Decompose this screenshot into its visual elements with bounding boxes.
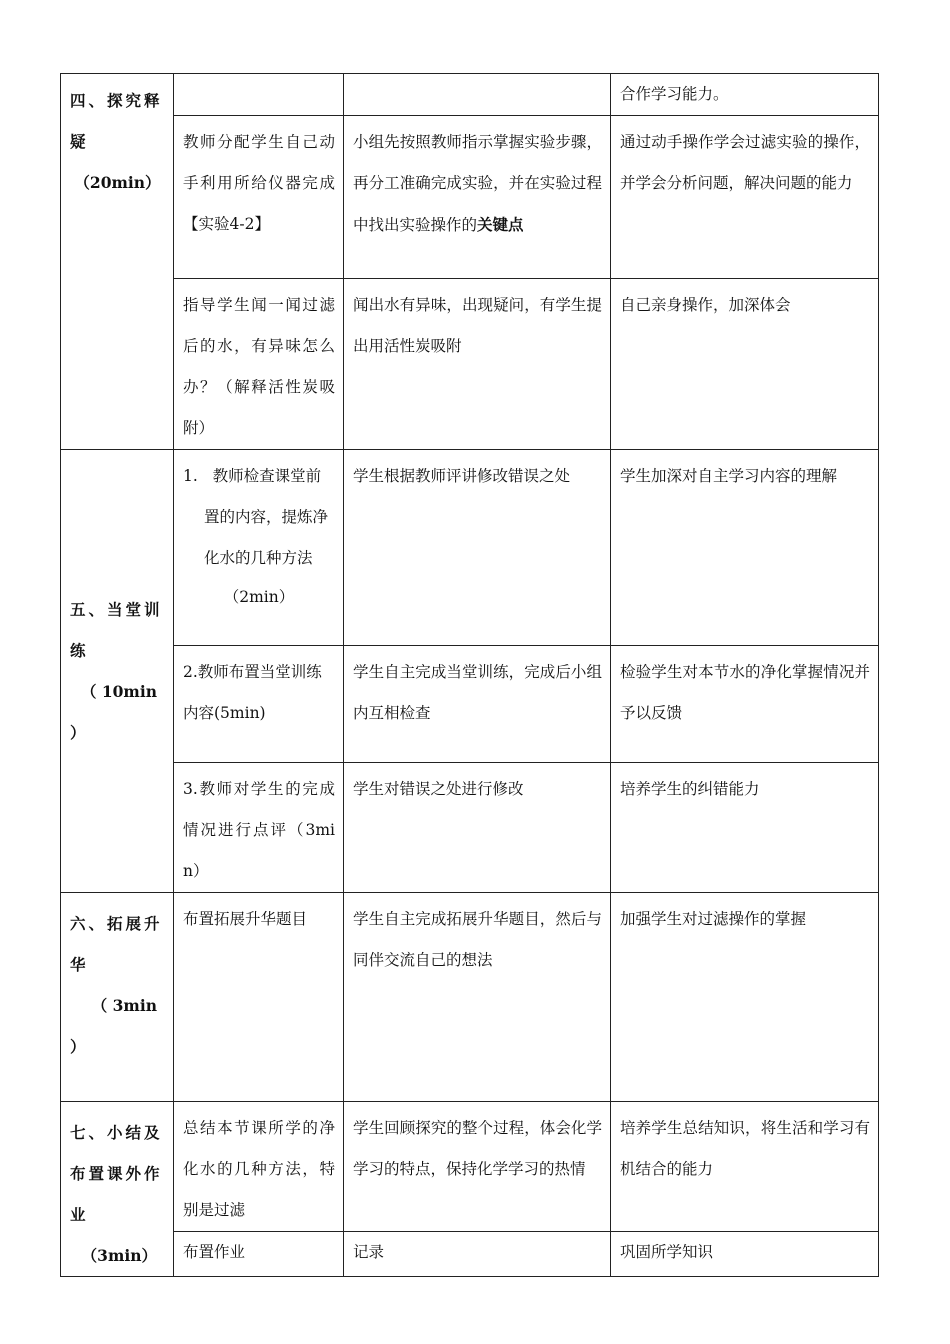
design-intent-cell: 学生加深对自主学习内容的理解: [611, 450, 879, 646]
design-intent-cell: 培养学生总结知识，将生活和学习有机结合的能力: [611, 1102, 879, 1232]
table-row: [61, 116, 879, 279]
design-intent-cell: 通过动手操作学会过滤实验的操作，并学会分析问题，解决问题的能力: [611, 116, 879, 279]
student-activity-cell: [344, 74, 611, 116]
table-row: [61, 450, 879, 646]
teacher-activity-cell: 指导学生闻一闻过滤后的水，有异味怎么办？（解释活性炭吸附）: [174, 279, 344, 450]
student-activity-cell: 学生自主完成当堂训练，完成后小组内互相检查: [344, 646, 611, 763]
teacher-activity-cell: 总结本节课所学的净化水的几种方法，特别是过滤: [174, 1102, 344, 1232]
student-activity-cell: 学生回顾探究的整个过程，体会化学学习的特点，保持化学学习的热情: [344, 1102, 611, 1232]
table-row: [61, 646, 879, 763]
teacher-activity-cell: 3.教师对学生的完成情况进行点评（3min）: [174, 763, 344, 893]
design-intent-cell: 合作学习能力。: [611, 74, 879, 116]
stage-cell: [61, 1102, 174, 1277]
teacher-activity-cell: [174, 450, 344, 646]
teacher-activity-cell: [174, 74, 344, 116]
design-intent-cell: 加强学生对过滤操作的掌握: [611, 893, 879, 1102]
teacher-activity-time: （2min）: [223, 588, 295, 606]
teacher-activity-cell: 教师分配学生自己动手利用所给仪器完成【实验4-2】: [174, 116, 344, 279]
table-row: [61, 74, 879, 116]
key-point-text: 关键点: [477, 215, 524, 234]
design-intent-cell: 检验学生对本节水的净化掌握情况并予以反馈: [611, 646, 879, 763]
student-activity-cell: 学生根据教师评讲修改错误之处: [344, 450, 611, 646]
table-row: [61, 279, 879, 450]
design-intent-cell: 巩固所学知识: [611, 1232, 879, 1277]
stage-time-paren: ）: [70, 723, 86, 742]
student-activity-cell: [344, 116, 611, 279]
stage-time-paren: ）: [70, 1037, 86, 1056]
table-row: [61, 893, 879, 1102]
table-row: [61, 1232, 879, 1277]
stage-time: （3min）: [81, 1246, 157, 1265]
stage-title: 五、当堂训练: [70, 600, 163, 660]
student-activity-text: 小组先按照教师指示掌握实验步骤，再分工准确完成实验，并在实验过程中找出实验操作的: [353, 133, 602, 234]
stage-title: 六、拓展升华: [70, 914, 163, 974]
teacher-activity-cell: 布置作业: [174, 1232, 344, 1277]
stage-title: 四、探究释疑: [70, 91, 163, 151]
lesson-plan-table: [60, 73, 879, 1277]
stage-title: 七、小结及布置课外作业: [70, 1123, 163, 1224]
stage-time: （ 3min: [91, 996, 157, 1015]
student-activity-cell: 闻出水有异味，出现疑问，有学生提出用活性炭吸附: [344, 279, 611, 450]
student-activity-cell: 学生自主完成拓展升华题目，然后与同伴交流自己的想法: [344, 893, 611, 1102]
design-intent-cell: 培养学生的纠错能力: [611, 763, 879, 893]
teacher-activity-text: 教师检查课堂前: [212, 467, 322, 485]
student-activity-cell: 记录: [344, 1232, 611, 1277]
stage-cell: [61, 450, 174, 893]
table-row: [61, 1102, 879, 1232]
design-intent-cell: 自己亲身操作，加深体会: [611, 279, 879, 450]
stage-cell: [61, 893, 174, 1102]
teacher-activity-cell: 布置拓展升华题目: [174, 893, 344, 1102]
student-activity-cell: 学生对错误之处进行修改: [344, 763, 611, 893]
table-row: [61, 763, 879, 893]
teacher-activity-cell: 2.教师布置当堂训练内容(5min): [174, 646, 344, 763]
stage-time: （20min）: [74, 173, 161, 192]
teacher-activity-text: 置的内容，提炼净化水的几种方法: [204, 508, 329, 567]
stage-time: （ 10min: [80, 682, 157, 701]
stage-cell: [61, 74, 174, 450]
list-number: 1.: [183, 467, 198, 485]
